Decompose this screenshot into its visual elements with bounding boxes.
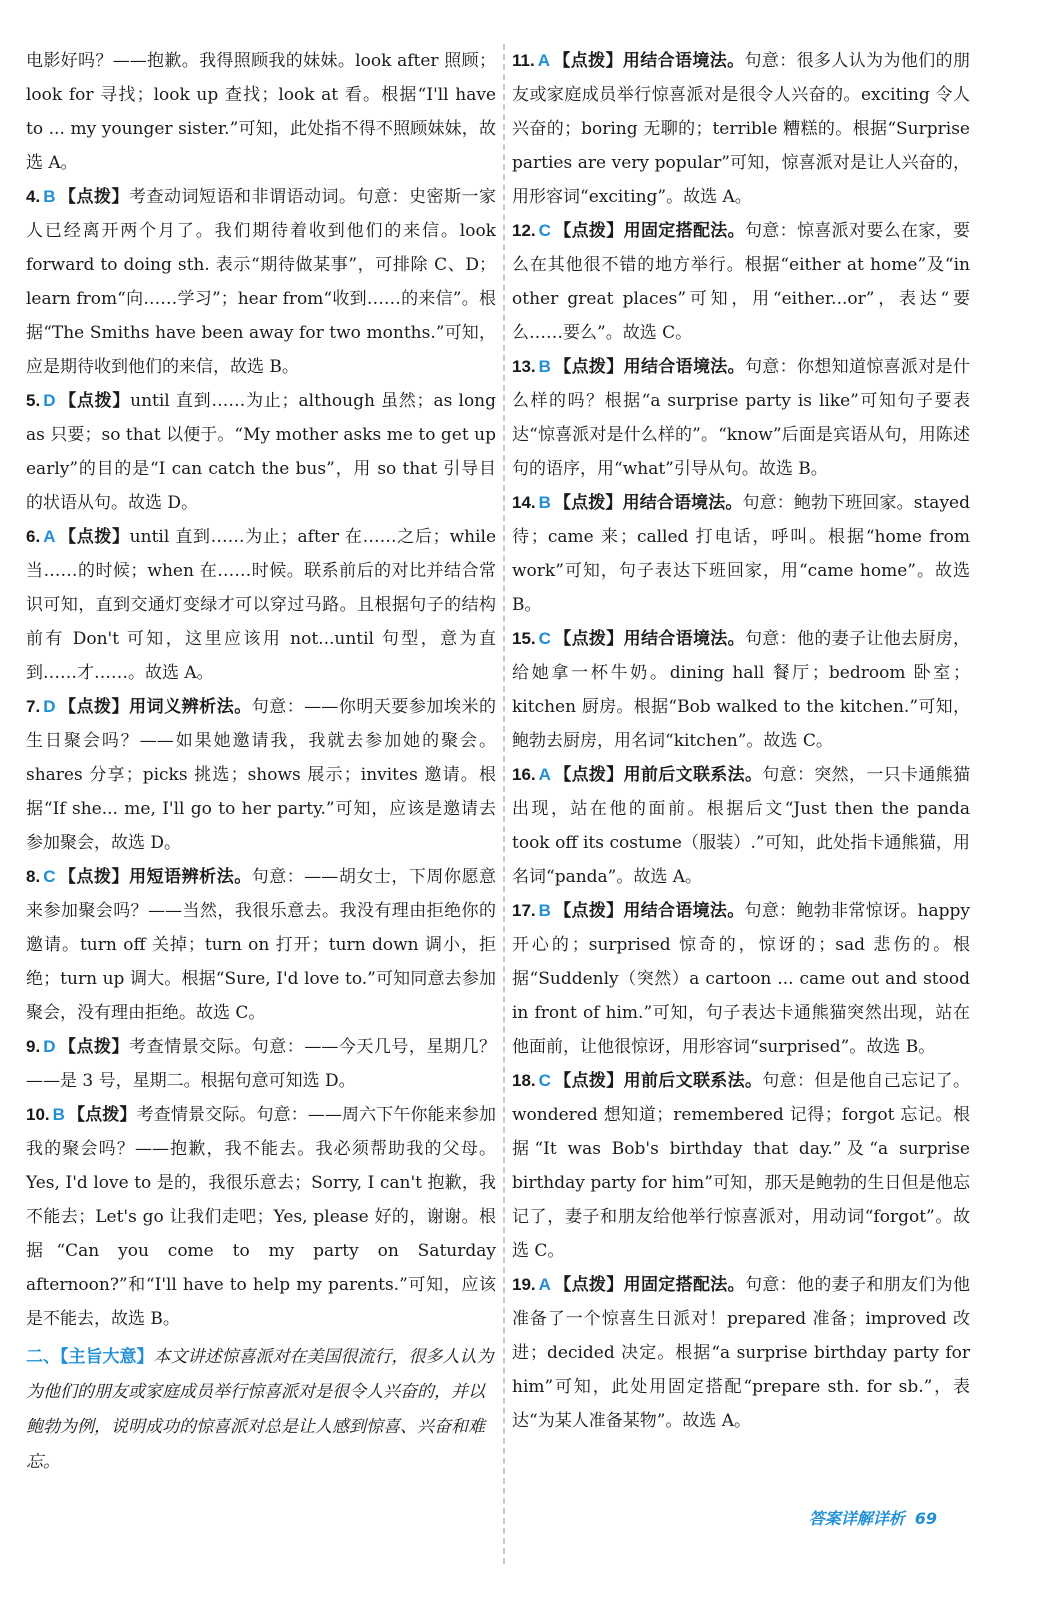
item-text: until 直到……为止；after 在……之后；while 当……的时候；when 在……时候。联系前后的对比并结合常识可知，直到交通灯变绿才可以穿过马路。且根据句子的结构前有 Don't 可知，这里应该用 not...until 句型，意为直到……才……。故选 A。 xyxy=(26,527,496,683)
item-number: 6. xyxy=(26,527,41,546)
item-answer: C xyxy=(538,629,551,648)
item-text: until 直到……为止；although 虽然；as long as 只要；so that 以便于。“My mother asks me to get up early”的目的是“I can catch the bus”，用 so that 引导目的状语从句。故选 D。 xyxy=(26,391,497,513)
answer-item xyxy=(512,894,970,1064)
item-tag: 【点拨】用词义辨析法。 xyxy=(58,697,252,717)
page-number: 69 xyxy=(914,1509,937,1528)
item-number: 16. xyxy=(512,765,536,784)
item-number: 12. xyxy=(512,221,536,240)
section-number: 二、 xyxy=(26,1347,60,1367)
right-items-list xyxy=(512,44,970,1438)
item-tag: 【点拨】用前后文联系法。 xyxy=(553,765,763,785)
answer-item xyxy=(26,180,496,384)
item-text: 句意：惊喜派对要么在家，要么在其他很不错的地方举行。根据“either at home”及“in other great places”可知，用“either...or”，表达“要么……要么”。故选 C。 xyxy=(512,221,971,343)
item-text: 考查情景交际。句意：——周六下午你能来参加我的聚会吗？——抱歉，我不能去。我必须帮助我的父母。Yes, I'd love to 是的，我很乐意去；Sorry, I can't 抱歉，我不能去；Let's go 让我们走吧；Yes, please 好的，谢谢。根据“Can you come to my party on Saturday afternoon?”和“I'll have to help my parents.”可知，应该是不能去，故选 B。 xyxy=(26,1105,497,1329)
item-tag: 【点拨】用结合语境法。 xyxy=(553,901,745,921)
item-tag: 【点拨】 xyxy=(58,391,131,411)
right-column xyxy=(512,44,970,1438)
footer-label: 答案详解详析 xyxy=(808,1509,905,1528)
item-answer: B xyxy=(538,357,551,376)
item-number: 18. xyxy=(512,1071,536,1090)
item-text: 句意：他的妻子让他去厨房，给她拿一杯牛奶。dining hall 餐厅；bedroom 卧室；kitchen 厨房。根据“Bob walked to the kitchen.”可知，鲍勃去厨房，用名词“kitchen”。故选 C。 xyxy=(512,629,971,751)
answer-item xyxy=(26,384,496,520)
item-answer: D xyxy=(43,391,56,410)
item-text: 句意：——你明天要参加埃米的生日聚会吗？——如果她邀请我，我就去参加她的聚会。shares 分享；picks 挑选；shows 展示；invites 邀请。根据“If she... me, I'll go to her party.”可知，应该是邀请去参加聚会，故选 D。 xyxy=(26,697,496,853)
item-answer: B xyxy=(538,493,551,512)
item-tag: 【点拨】 xyxy=(58,527,130,547)
left-items-list xyxy=(26,180,496,1336)
item-number: 11. xyxy=(512,51,535,70)
answer-item xyxy=(26,690,496,860)
item-number: 13. xyxy=(512,357,536,376)
item-number: 7. xyxy=(26,697,41,716)
answer-item xyxy=(512,758,970,894)
answer-item xyxy=(512,622,970,758)
item-answer: D xyxy=(43,1037,56,1056)
item-number: 17. xyxy=(512,901,536,920)
item-text: 句意：鲍勃下班回家。stayed 待；came 来；called 打电话，呼叫。根据“home from work”可知，句子表达下班回家，用“came home”。故选 B。 xyxy=(512,493,970,615)
item-tag: 【点拨】用短语辨析法。 xyxy=(58,867,252,887)
item-number: 19. xyxy=(512,1275,536,1294)
item-tag: 【点拨】用固定搭配法。 xyxy=(553,221,745,241)
item-answer: D xyxy=(43,697,56,716)
answer-item xyxy=(512,1268,970,1438)
answer-item xyxy=(512,1064,970,1268)
answer-item xyxy=(26,1030,496,1098)
answer-item xyxy=(512,214,970,350)
item-number: 9. xyxy=(26,1037,41,1056)
item-number: 8. xyxy=(26,867,41,886)
answer-item xyxy=(512,44,970,214)
item-answer: A xyxy=(43,527,56,546)
item-answer: B xyxy=(52,1105,65,1124)
item-tag: 【点拨】用结合语境法。 xyxy=(552,51,745,71)
answer-item xyxy=(512,350,970,486)
item-text: 考查情景交际。句意：——今天几号，星期几？——是 3 号，星期二。根据句意可知选 D。 xyxy=(26,1037,497,1091)
item-text: 句意：——胡女士，下周你愿意来参加聚会吗？——当然，我很乐意去。我没有理由拒绝你的邀请。turn off 关掉；turn on 打开；turn down 调小，拒绝；turn up 调大。根据“Sure, I'd love to.”可知同意去参加聚会，没有理由拒绝。故选 C。 xyxy=(26,867,496,1023)
item-tag: 【点拨】用结合语境法。 xyxy=(553,357,745,377)
item-answer: A xyxy=(538,1275,551,1294)
answer-item xyxy=(26,860,496,1030)
item-tag: 【点拨】用结合语境法。 xyxy=(553,629,745,649)
item-text: 句意：鲍勃非常惊讶。happy 开心的；surprised 惊奇的，惊讶的；sad 悲伤的。根据“Suddenly（突然）a cartoon ... came out and stood in front of him.”可知，句子表达卡通熊猫突然出现，站在他面前，让他很惊讶，用形容词“surprised”。故选 B。 xyxy=(512,901,971,1057)
item-number: 10. xyxy=(26,1105,50,1124)
column-divider xyxy=(503,44,505,1564)
item-answer: B xyxy=(43,187,56,206)
item-text: 考查动词短语和非谓语动词。句意：史密斯一家人已经离开两个月了。我们期待着收到他们的来信。look forward to doing sth. 表示“期待做某事”，可排除 C、D；learn from“向……学习”；hear from“收到……的来信”。根据“The Smiths have been away for two months.”可知，应是期待收到他们的来信，故选 B。 xyxy=(26,187,497,377)
item-number: 15. xyxy=(512,629,536,648)
left-column xyxy=(26,44,496,1497)
item-tag: 【点拨】用结合语境法。 xyxy=(553,493,743,513)
summary-text: 本文讲述惊喜派对在美国很流行，很多人认为为他们的朋友或家庭成员举行惊喜派对是很令人兴奋的，并以鲍勃为例，说明成功的惊喜派对总是让人感到惊喜、兴奋和难忘。 xyxy=(26,1347,494,1472)
item-tag: 【点拨】 xyxy=(67,1105,137,1125)
page-footer xyxy=(809,1506,937,1529)
item-number: 14. xyxy=(512,493,536,512)
item-answer: B xyxy=(538,901,551,920)
item-answer: C xyxy=(538,221,551,240)
item-text: 句意：突然，一只卡通熊猫出现，站在他的面前。根据后文“Just then the panda took off its costume（服装）.”可知，此处指卡通熊猫，用名词“panda”。故选 A。 xyxy=(512,765,970,887)
item-answer: C xyxy=(538,1071,551,1090)
item-tag: 【点拨】用前后文联系法。 xyxy=(553,1071,763,1091)
item-text: 句意：很多人认为为他们的朋友或家庭成员举行惊喜派对是很令人兴奋的。exciting 令人兴奋的；boring 无聊的；terrible 糟糕的。根据“Surprise parties are very popular”可知，惊喜派对是让人兴奋的，用形容词“exciting”。故选 A。 xyxy=(512,51,971,207)
answer-item xyxy=(26,1098,496,1336)
item-tag: 【点拨】用固定搭配法。 xyxy=(553,1275,745,1295)
item-number: 5. xyxy=(26,391,41,410)
answer-item xyxy=(26,520,496,690)
item-tag: 【点拨】 xyxy=(58,1037,130,1057)
item-answer: C xyxy=(43,867,56,886)
summary-paragraph xyxy=(26,1340,496,1480)
answer-item xyxy=(512,486,970,622)
item-text: 句意：你想知道惊喜派对是什么样的吗？根据“a surprise party is like”可知句子要表达“惊喜派对是什么样的”。“know”后面是宾语从句，用陈述句的语序，用“what”引导从句。故选 B。 xyxy=(512,357,971,479)
item-text: 句意：他的妻子和朋友们为他准备了一个惊喜生日派对！prepared 准备；improved 改进；decided 决定。根据“a surprise birthday party for him”可知，此处用固定搭配“prepare sth. for sb.”，表达“为某人准备某物”。故选 A。 xyxy=(512,1275,971,1431)
item-number: 4. xyxy=(26,187,41,206)
item-answer: A xyxy=(537,51,550,70)
summary-tag: 【主旨大意】 xyxy=(60,1347,154,1367)
item-text: 句意：但是他自己忘记了。wondered 想知道；remembered 记得；forgot 忘记。根据“It was Bob's birthday that day.”及“a surprise birthday party for him”可知，那天是鲍勃的生日但是他忘记了，妻子和朋友给他举行惊喜派对，用动词“forgot”。故选 C。 xyxy=(512,1071,970,1261)
continuation-paragraph: 电影好吗？——抱歉。我得照顾我的妹妹。look after 照顾；look for 寻找；look up 查找；look at 看。根据“I'll have to ... my younger sister.”可知，此处指不得不照顾妹妹，故选 A。 xyxy=(26,51,496,173)
item-tag: 【点拨】 xyxy=(58,187,129,207)
item-answer: A xyxy=(538,765,551,784)
